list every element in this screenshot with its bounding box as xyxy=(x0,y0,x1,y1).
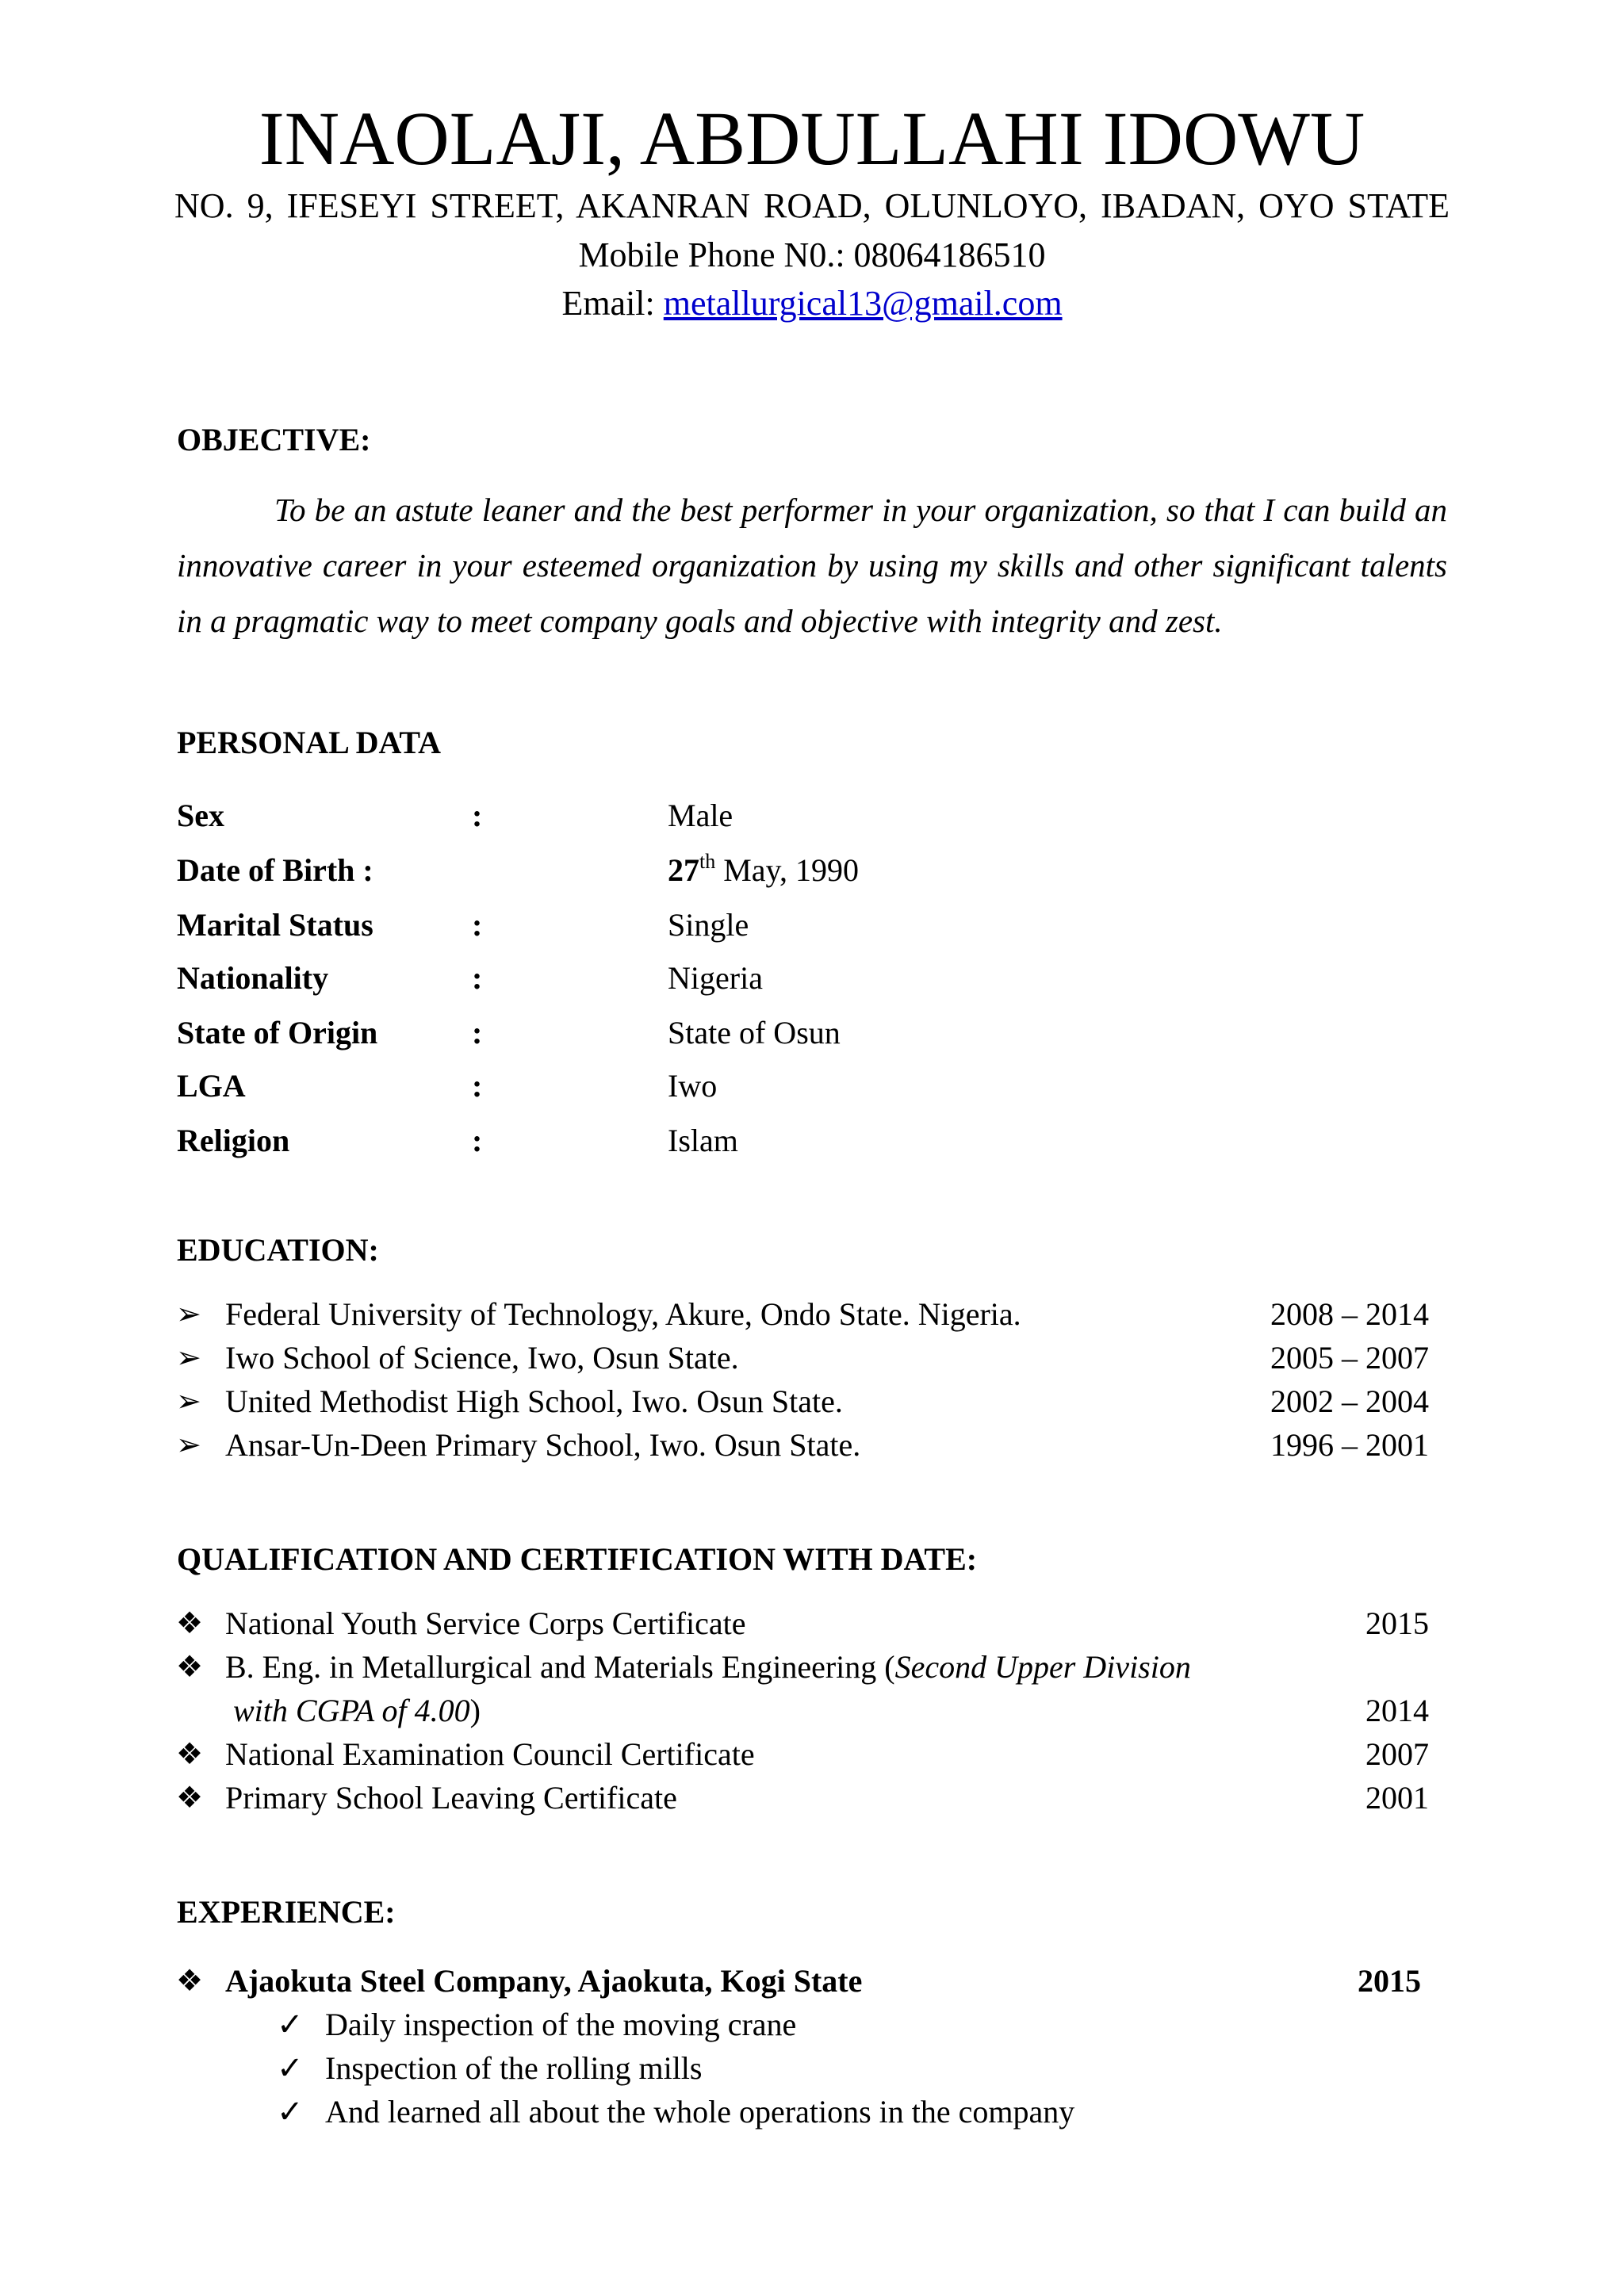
qualification-year: 2001 xyxy=(1365,1780,1429,1816)
education-school: Federal University of Technology, Akure, Ondo State. Nigeria. xyxy=(225,1296,1021,1332)
degree-close-paren: ) xyxy=(469,1693,481,1728)
personal-colon: : xyxy=(472,907,483,943)
diamond-bullet-icon: ❖ xyxy=(176,1651,204,1684)
arrow-bullet-icon: ➢ xyxy=(176,1385,201,1418)
personal-value: Islam xyxy=(668,1123,738,1158)
qualification-title: Primary School Leaving Certificate xyxy=(225,1780,677,1816)
personal-colon: : xyxy=(472,1123,483,1158)
experience-duty: Inspection of the rolling mills xyxy=(325,2050,703,2086)
experience-heading: EXPERIENCE: xyxy=(177,1894,396,1930)
phone-number: Mobile Phone N0.: 08064186510 xyxy=(578,235,1046,274)
qualification-title-continued xyxy=(233,1691,481,1731)
arrow-bullet-icon: ➢ xyxy=(176,1298,201,1331)
personal-label: Marital Status xyxy=(177,907,373,943)
qualification-title: National Examination Council Certificate xyxy=(225,1736,755,1772)
education-heading: EDUCATION: xyxy=(177,1232,379,1268)
check-icon: ✓ xyxy=(277,2094,304,2130)
personal-colon: : xyxy=(472,798,483,833)
experience-company: Ajaokuta Steel Company, Ajaokuta, Kogi State xyxy=(225,1963,863,1999)
diamond-bullet-icon: ❖ xyxy=(176,1781,204,1815)
qualification-title xyxy=(225,1647,1191,1687)
candidate-name: INAOLAJI, ABDULLAHI IDOWU xyxy=(259,96,1365,181)
personal-colon: : xyxy=(472,1068,483,1104)
postal-address: NO. 9, IFESEYI STREET, AKANRAN ROAD, OLUNLOYO, IBADAN, OYO STATE xyxy=(174,186,1450,225)
education-years: 2008 – 2014 xyxy=(1270,1296,1429,1332)
birth-day: 27 xyxy=(668,852,699,888)
experience-year: 2015 xyxy=(1358,1963,1421,1999)
education-years: 2002 – 2004 xyxy=(1270,1383,1429,1419)
education-school: Ansar-Un-Deen Primary School, Iwo. Osun State. xyxy=(225,1427,861,1463)
personal-value: Male xyxy=(668,798,733,833)
qualifications-heading: QUALIFICATION AND CERTIFICATION WITH DATE: xyxy=(177,1541,978,1577)
degree-title: B. Eng. in Metallurgical and Materials Engineering ( xyxy=(225,1649,895,1685)
degree-cgpa: with CGPA of 4.00 xyxy=(233,1693,470,1728)
qualification-year: 2014 xyxy=(1365,1693,1429,1728)
personal-value: Single xyxy=(668,907,749,943)
personal-label: State of Origin xyxy=(177,1015,378,1050)
diamond-bullet-icon: ❖ xyxy=(176,1607,204,1640)
check-icon: ✓ xyxy=(277,2007,304,2042)
diamond-bullet-icon: ❖ xyxy=(176,1965,204,1998)
check-icon: ✓ xyxy=(277,2050,304,2086)
personal-value xyxy=(668,851,859,890)
education-years: 1996 – 2001 xyxy=(1270,1427,1429,1463)
arrow-bullet-icon: ➢ xyxy=(176,1429,201,1462)
education-years: 2005 – 2007 xyxy=(1270,1340,1429,1376)
personal-label: Religion xyxy=(177,1123,290,1158)
personal-label: Sex xyxy=(177,798,224,833)
personal-label: Nationality xyxy=(177,960,329,996)
birth-month-year: May, 1990 xyxy=(723,852,859,888)
education-school: Iwo School of Science, Iwo, Osun State. xyxy=(225,1340,739,1376)
personal-value: Iwo xyxy=(668,1068,718,1104)
personal-data-heading: PERSONAL DATA xyxy=(177,725,442,760)
education-school: United Methodist High School, Iwo. Osun State. xyxy=(225,1383,843,1419)
personal-colon: : xyxy=(472,960,483,996)
email-link[interactable]: metallurgical13@gmail.com xyxy=(663,284,1063,323)
experience-duty: Daily inspection of the moving crane xyxy=(325,2007,797,2042)
birth-day-suffix: th xyxy=(699,850,716,873)
arrow-bullet-icon: ➢ xyxy=(176,1341,201,1375)
objective-text: To be an astute leaner and the best performer in your organization, so that I can build an innovative career in your esteemed organization by using my skills and other significant talents in a pragmatic way to meet company goals and objective with integrity and zest. xyxy=(177,492,1447,639)
qualification-title: National Youth Service Corps Certificate xyxy=(225,1605,746,1641)
diamond-bullet-icon: ❖ xyxy=(176,1738,204,1771)
email-label: Email: xyxy=(561,284,655,323)
personal-label: Date of Birth : xyxy=(177,852,373,888)
personal-value: Nigeria xyxy=(668,960,763,996)
qualification-year: 2007 xyxy=(1365,1736,1429,1772)
objective-heading: OBJECTIVE: xyxy=(177,422,371,457)
qualification-year: 2015 xyxy=(1365,1605,1429,1641)
personal-colon: : xyxy=(472,1015,483,1050)
degree-class: Second Upper Division xyxy=(894,1649,1191,1685)
experience-duty: And learned all about the whole operations in the company xyxy=(325,2094,1075,2130)
personal-value: State of Osun xyxy=(668,1015,841,1050)
email-line xyxy=(0,281,1624,326)
personal-label: LGA xyxy=(177,1068,246,1104)
